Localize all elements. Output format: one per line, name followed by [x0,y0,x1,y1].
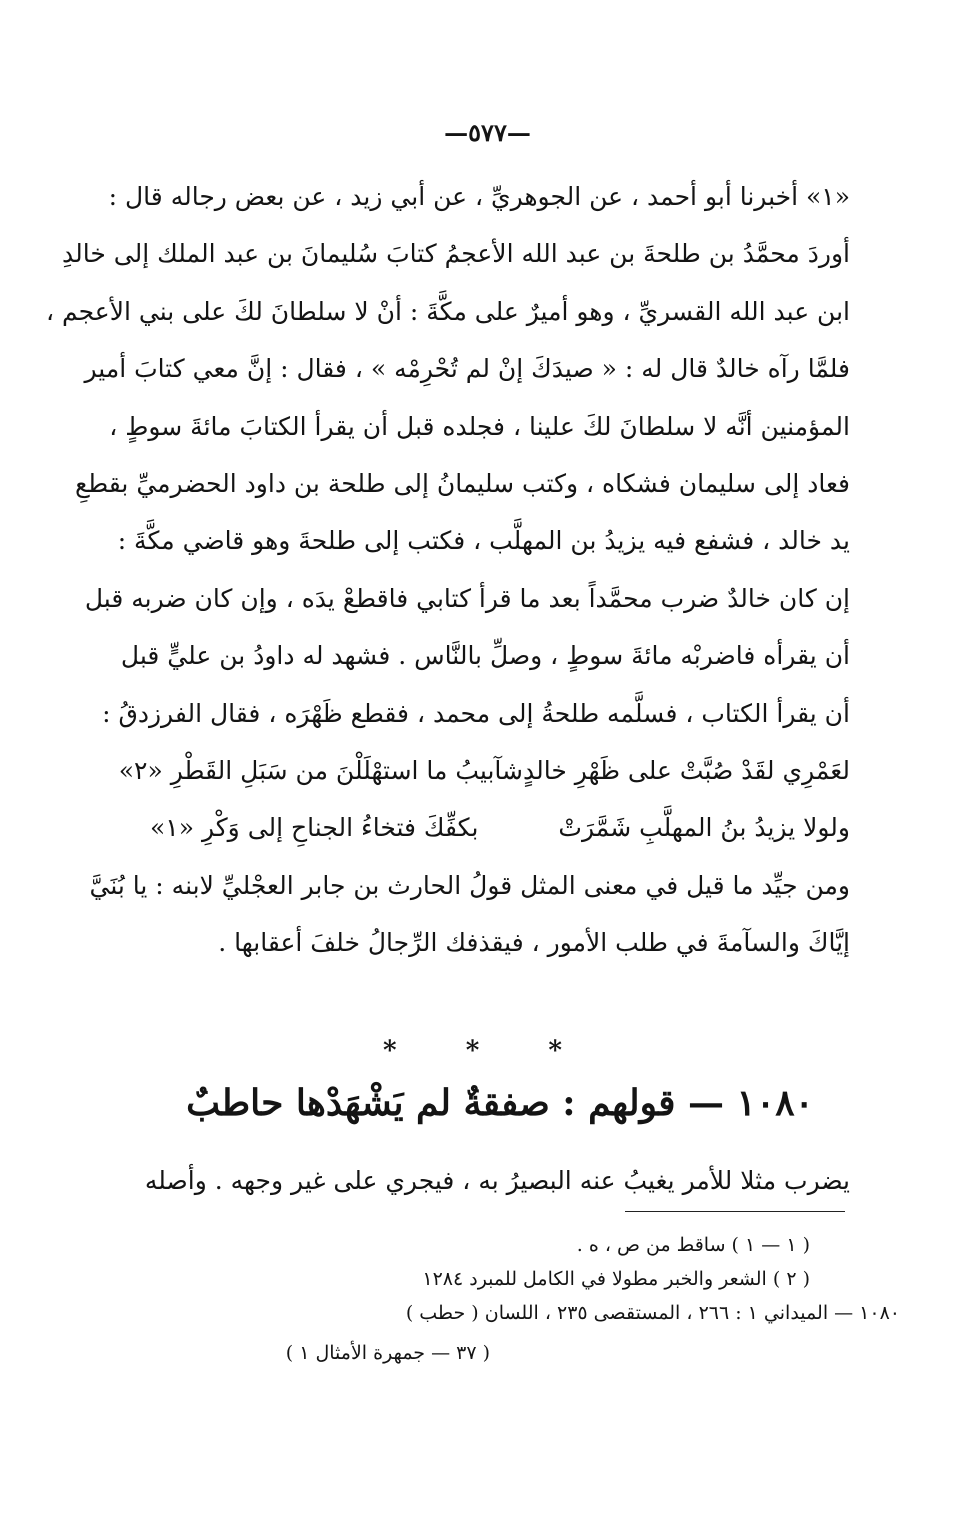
footnote: ( ١ — ١ ) ساقط من ص ، ه . [576,1234,810,1256]
poem-verse [118,742,850,799]
text-line: فعاد إلى سليمان فشكاه ، وكتب سليمانُ إلى طلحة بن داود الحضرميِّ بقطعِ [74,468,850,498]
poem-second-hemistich: شآبيبُ ما استهْلَلْنَ من سَبَلِ القَطْرِ «٢» [118,755,523,785]
text-line: يد خالد ، فشفع فيه يزيدُ بن المهلَّب ، فكتب إلى طلحةَ وهو قاضي مكَّةَ : [117,526,850,556]
poem-second-hemistich: بكفِّكَ فتخاءُ الجناحِ إلى وَكْرِ «١» [150,813,479,843]
main-text [46,168,850,971]
footnote-sources: ١٠٨٠ — الميداني ١ : ٢٦٦ ، المستقصى ٢٣٥ ، اللسان ( حطب ) [405,1302,900,1324]
footnotes [150,1228,900,1370]
poem-verse [150,799,850,856]
poem-first-hemistich: لعَمْرِي لقَدْ صُبَّتْ على ظَهْرِ خالدٍ [523,755,850,785]
text-line: أن يقرأه فاضربْه مائةَ سوطٍ ، وصلِّ بالنَّاس . فشهد له داودُ بن عليٍّ قبل [120,641,850,671]
text-line: «١» أخبرنا أبو أحمد ، عن الجوهريِّ ، عن أبي زيد ، عن بعض رجاله قال : [108,182,850,211]
text-line: إن كان خالدٌ ضرب محمَّداً بعد ما قرأ كتابي فاقطعْ يدَه ، وإن كان ضربه قبل [84,583,850,613]
footnote: ( ٢ ) الشعر والخبر مطولا في الكامل للمبرد ١٢٨٤ [422,1268,810,1290]
text-line: ابن عبد الله القسريِّ ، وهو أميرٌ على مكَّةَ : أنْ لا سلطانَ لكَ على بني الأعجم ، [46,296,850,326]
text-line: فلمَّا رآه خالدٌ قال له : « صيدَكَ إنْ لم تُحْرِمْه » ، فقال : إنَّ معي كتابَ أمير [84,354,850,384]
proverb-heading: ١٠٨٠ — قولهم : صفقةٌ لم يَشْهَدْها حاطبٌ [186,1082,814,1124]
poem-first-hemistich: ولولا يزيدُ بنُ المهلَّبِ شَمَّرَتْ [558,813,850,843]
text-line: ومن جيِّد ما قيل في معنى المثل قولُ الحارث بن جابر العجْليِّ لابنه : يا بُنَيَّ [89,870,850,900]
footnote-divider [625,1211,845,1212]
section-separator: * * * [383,1036,592,1066]
text-line: المؤمنين أنَّه لا سلطانَ لكَ علينا ، فجلده قبل أن يقرأ الكتابَ مائةَ سوطٍ ، [109,411,850,441]
page-number: —٥٧٧— [444,118,531,147]
text-line: أن يقرأ الكتاب ، فسلَّمه طلحةُ إلى محمد ، فقطع ظَهْرَه ، فقال الفرزدقُ : [102,698,850,728]
text-line: أوردَ محمَّدُ بن طلحةَ بن عبد الله الأعجمُ كتابَ سُليمانَ بن عبد الملك إلى خالدِ [62,239,850,269]
main-text-continued [144,1152,850,1209]
text-line: إيَّاكَ والسآمةَ في طلب الأمور ، فيقذفك الرِّجالُ خلفَ أعقابها . [218,928,850,958]
text-line: يضرب مثلا للأمر يغيبُ عنه البصيرُ به ، فيجري على غير وجهه . وأصله [144,1166,850,1195]
footnote-reference: ( ٣٧ — جمهرة الأمثال ١ ) [285,1342,490,1364]
